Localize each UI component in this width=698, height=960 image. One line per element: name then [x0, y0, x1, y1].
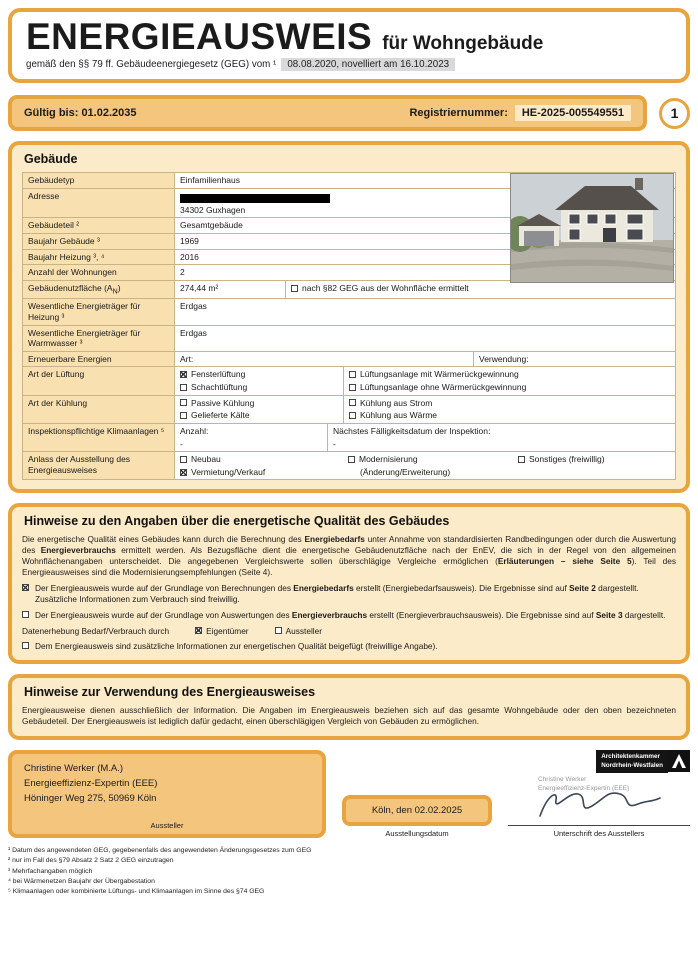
occasion-option-sublabel: (Änderung/Erweiterung) — [360, 466, 451, 477]
checkbox — [195, 627, 202, 634]
header-frame — [8, 8, 690, 83]
building-heading: Gebäude — [24, 152, 78, 166]
field-label: Anzahl der Wohnungen — [23, 265, 175, 280]
option-label: Passive Kühlung — [191, 397, 255, 408]
page-number-badge: 1 — [659, 98, 690, 129]
option-label: Aussteller — [285, 625, 323, 636]
stamp-title: Energieeffizienz-Expertin (EEE) — [538, 784, 630, 792]
option-label: nach §82 GEG aus der Wohnfläche ermittelt — [302, 282, 469, 293]
building-photo-illustration — [511, 174, 673, 282]
quality-notes-paragraph: Die energetische Qualität eines Gebäudes kann durch die Berechnung des Energiebedarfs unter Annahme von standardisierten Randbedingungen oder durch die Auswertung des Energieverbrauchs ermittelt werden. Als Bezugsfläche dient die energetische Gebäudenutzfläche nach der EnEV, die sich in der Regel von den allgemeinen Wohnflächenangaben unterscheidet. Die angegebenen Vergleichswerte sollen überschlägige Vergleiche ermöglichen (Erläuterungen – siehe Seite 5). Teil des Energieausweises sind die Modernisierungsempfehlungen (Seite 4). — [22, 534, 676, 578]
footer — [8, 750, 690, 838]
cooling-option — [180, 410, 338, 421]
footnote: ¹ Datum des angewendeten GEG, gegebenenfalls des angewendeten Änderungsgesetzes zum GEG — [8, 847, 312, 855]
table-row-water-carrier — [23, 325, 675, 351]
building-photo — [510, 173, 674, 283]
occasion-option — [180, 454, 338, 465]
validity-bar — [8, 95, 647, 131]
registration-number: HE-2025-005549551 — [515, 105, 631, 121]
signature-area — [508, 750, 690, 838]
footnote: ³ Mehrfachangaben möglich — [8, 867, 93, 875]
field-label: Adresse — [23, 189, 175, 218]
field-label: Erneuerbare Energien — [23, 352, 175, 367]
checkbox — [180, 371, 187, 378]
chamber-mark-icon — [668, 750, 690, 772]
redaction-bar — [180, 194, 330, 203]
field-label: Anlass der Ausstellung des Energieausweises — [23, 452, 175, 479]
occasion-option — [348, 454, 508, 465]
option-label: Kühlung aus Strom — [360, 397, 433, 408]
checkbox — [348, 456, 355, 463]
building-section — [8, 141, 690, 493]
checkbox — [22, 611, 29, 618]
quality-extra-text: Dem Energieausweis sind zusätzliche Informationen zur energetischen Qualität beigefügt (freiwillige Angabe). — [35, 640, 438, 651]
option-label: Modernisierung — [359, 454, 418, 465]
occasion-option — [180, 467, 338, 478]
footnotes — [8, 846, 690, 897]
hvac-due-value: - — [333, 438, 336, 449]
field-value: Erdgas — [175, 299, 675, 324]
field-value: Erdgas — [175, 326, 675, 351]
occasion-option — [518, 454, 670, 465]
table-row-cooling — [23, 395, 675, 423]
option-label: Sonstiges (freiwillig) — [529, 454, 605, 465]
document-subtitle: für Wohngebäude — [382, 33, 544, 54]
registration-label: Registriernummer: — [409, 107, 508, 119]
checkbox — [349, 384, 356, 391]
checkbox — [275, 627, 282, 634]
validity-row — [8, 95, 690, 131]
signature — [534, 784, 666, 824]
cooling-option — [349, 410, 670, 421]
hvac-due-label: Nächstes Fälligkeitsdatum der Inspektion: — [333, 425, 491, 436]
field-label: Art der Lüftung — [23, 367, 175, 394]
field-label: Baujahr Heizung ³, ⁴ — [23, 250, 175, 265]
option-label: Neubau — [191, 454, 221, 465]
ventilation-option — [349, 382, 670, 393]
usage-notes-section — [8, 674, 690, 740]
option-label: Kühlung aus Wärme — [360, 410, 438, 421]
law-reference — [26, 58, 672, 71]
field-label: Wesentliche Energieträger für Heizung ³ — [23, 299, 175, 324]
survey-option — [275, 626, 322, 636]
stamp-name: Christine Werker — [538, 776, 587, 784]
quality-item — [22, 610, 676, 621]
hvac-count-label: Anzahl: — [180, 425, 209, 436]
checkbox — [180, 399, 187, 406]
field-label: Gebäudeteil ² — [23, 218, 175, 233]
option-label: Vermietung/Verkauf — [191, 466, 266, 477]
registration — [409, 105, 631, 121]
address-city: 34302 Guxhagen — [180, 204, 246, 215]
issuer-address: Höninger Weg 275, 50969 Köln — [24, 792, 157, 804]
option-label: Gelieferte Kälte — [191, 410, 250, 421]
document-title: ENERGIEAUSWEIS — [26, 16, 373, 57]
quality-notes-heading: Hinweise zu den Angaben über die energetische Qualität des Gebäudes — [24, 514, 450, 529]
option-label: Schachtlüftung — [191, 382, 248, 393]
hvac-count-value: - — [180, 438, 183, 449]
quality-extra-item — [22, 641, 676, 652]
field-value: Gesamtgebäude — [175, 218, 675, 233]
table-row-hvac-inspection — [23, 423, 675, 451]
quality-item-text: Der Energieausweis wurde auf der Grundlage von Berechnungen des Energiebedarfs erstellt (Energiebedarfsausweis). Die Ergebnisse sind auf Seite 2 dargestellt. Zusätzliche Informationen zum Verbrauch sind freiwillig. — [35, 583, 639, 604]
issue-date-column — [342, 750, 492, 838]
signature-label: Unterschrift des Ausstellers — [553, 829, 645, 839]
checkbox — [180, 469, 187, 476]
field-value: 1969 — [175, 234, 675, 249]
option-label: Eigentümer — [206, 625, 249, 636]
law-prefix: gemäß den §§ 79 ff. Gebäudeenergiegesetz (GEG) vom ¹ — [26, 59, 277, 70]
area-value: 274,44 m² — [180, 282, 219, 293]
checkbox — [349, 399, 356, 406]
field-value: Einfamilienhaus — [175, 173, 675, 188]
chamber-logo — [508, 750, 690, 773]
issuer-qualification: Energieeffizienz-Expertin (EEE) — [24, 777, 158, 789]
checkbox — [518, 456, 525, 463]
footnote: ⁵ Klimaanlagen oder kombinierte Lüftungs- und Klimaanlagen im Sinne des §74 GEG — [8, 887, 265, 895]
area-option — [291, 283, 670, 294]
ventilation-option — [349, 369, 670, 380]
signature-line — [508, 825, 690, 826]
table-row-heating-carrier — [23, 298, 675, 324]
field-label: Wesentliche Energieträger für Warmwasser ³ — [23, 326, 175, 351]
footnote: ² nur im Fall des §79 Absatz 2 Satz 2 GEG einzutragen — [8, 857, 174, 865]
field-label: Baujahr Gebäude ³ — [23, 234, 175, 249]
data-survey-row — [22, 626, 676, 636]
checkbox — [349, 371, 356, 378]
quality-notes-section — [8, 503, 690, 664]
quality-item-text: Der Energieausweis wurde auf der Grundlage von Auswertungen des Energieverbrauchs erstellt (Energieverbrauchsausweis). Die Ergebnisse sind auf Seite 3 dargestellt. — [35, 609, 666, 620]
cooling-option — [180, 398, 338, 409]
option-label: Lüftungsanlage ohne Wärmerückgewinnung — [360, 382, 527, 393]
usage-notes-paragraph: Energieausweise dienen ausschließlich der Information. Die Angaben im Energieausweis beziehen sich auf das gesamte Wohngebäude oder den oben bezeichneten Gebäudeteil. Der Energieausweis ist lediglich dafür gedacht, einen überschlägigen Vergleich von Gebäuden zu ermöglichen. — [22, 705, 676, 727]
field-label: Gebäudetyp — [23, 173, 175, 188]
quality-item — [22, 583, 676, 605]
ventilation-option — [180, 382, 338, 393]
table-row-ventilation — [23, 366, 675, 394]
cooling-option — [349, 398, 670, 409]
issuer-box — [8, 750, 326, 838]
survey-option — [195, 626, 248, 636]
field-label: Gebäudenutzfläche $(A_N)$ — [23, 281, 175, 299]
issuer-name: Christine Werker (M.A.) — [24, 763, 124, 775]
option-label: Lüftungsanlage mit Wärmerückgewinnung — [360, 369, 519, 380]
chamber-name-line2: Nordrhein-Westfalen — [601, 761, 663, 769]
issue-date-label: Ausstellungsdatum — [385, 829, 449, 839]
checkbox — [180, 412, 187, 419]
field-label: Inspektionspflichtige Klimaanlagen ⁵ — [23, 424, 175, 451]
table-row-occasion — [23, 451, 675, 479]
checkbox — [291, 285, 298, 292]
ventilation-option — [180, 369, 338, 380]
checkbox — [22, 584, 29, 591]
survey-label: Datenerhebung Bedarf/Verbrauch durch — [22, 625, 170, 636]
checkbox — [180, 456, 187, 463]
field-label: Art der Kühlung — [23, 396, 175, 423]
renewables-use-label: Verwendung: — [473, 352, 675, 367]
footnote: ⁴ bei Wärmenetzen Baujahr der Übergabestation — [8, 877, 155, 885]
issuer-label: Aussteller — [150, 820, 184, 830]
checkbox — [349, 412, 356, 419]
title-row — [26, 18, 672, 55]
table-row-renewables — [23, 351, 675, 367]
option-label: Fensterlüftung — [191, 369, 246, 380]
field-value: 2 — [175, 265, 675, 280]
field-value: 2016 — [175, 250, 675, 265]
law-date: 08.08.2020, novelliert am 16.10.2023 — [281, 58, 455, 71]
chamber-name-line1: Architektenkammer — [601, 753, 660, 761]
checkbox — [180, 384, 187, 391]
usage-notes-heading: Hinweise zur Verwendung des Energieausweises — [24, 685, 316, 700]
issue-date-box: Köln, den 02.02.2025 — [342, 795, 492, 826]
checkbox — [22, 642, 29, 649]
valid-until: Gültig bis: 01.02.2035 — [24, 107, 137, 119]
renewables-kind-label: Art: — [180, 353, 194, 364]
